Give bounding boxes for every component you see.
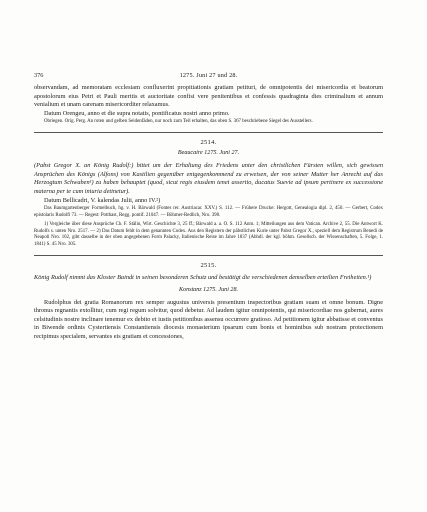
section-divider <box>34 255 383 256</box>
footnotes: 1) Vergleiche über diese Ansprüche Ch. F. Stälin, Wirt. Geschichte 3, 25 ff.; Bärwald a. a. O. S. 112 Anm. 1; Mitteilungen aus dem Vatican. Archive 2, 55. Die Antwort K. Rudolfs s. unten Nro. 2517. — 2) Das Datum fehlt in dem genannten Codex. Aus den Registern der päbstlichen Kurie unter Pabst Gregor X., speziell dem Registrum Benedi de Neapoli Nro. 102, gibt dasselbe in der oben angegebenen Form Palacky, Italienische Reise im Jahre 1837 (Abhdl. der kgl. böhm. Gesellsch. der Wissenschaften, 5. Folge, 1. 1841) S. 45 Nro. 305. <box>34 221 383 248</box>
charter-text: Rudolphus dei gratia Romanorum rex semper augustus universis presentium inspectoribus gratiam suam et omne bonum. Digne thronus regnantis extollitur, cum regi regum solvitur, quod debetur. Ad laudem igitur omnipotentis, qui misericordiae nos gubernat, aures celsitudinis nostre inclinare tenemur ex debito et iustis petitionibus assensu occurrere gratioso. Ad petitionem igitur abbatisse et conventus in Biwende ordinis Cystertiensis Constantiensis diocesis monasterium ipsarum cum bonis et hominibus sub nostram protectionem recipimus specialem, servantes eis gratiam et concessiones, <box>34 298 383 340</box>
place-date: Beaucaire 1275. Juni 27. <box>177 150 240 157</box>
dating-clause: Datum Orengeu, anno et die supra notatis, pontificatus nostri anno primo. <box>44 109 230 117</box>
document-number: 2514. <box>200 139 217 147</box>
regest-text: König Rudolf nimmt das Kloster Baindt in seinen besonderen Schutz und bestätigt die verschiedenen demselben erteilten Freiheiten.¹) <box>34 273 372 281</box>
running-header <box>34 72 383 79</box>
document-number: 2515. <box>200 261 217 269</box>
section-divider <box>34 132 383 133</box>
page-number: 376 <box>34 72 44 79</box>
dating-clause: Datum Bellicadri, V. kalendas Julii, anno IV.²) <box>44 196 161 204</box>
page-body <box>34 84 383 341</box>
charter-text: observandam, ad memoratam ecclesiam confluxerint propitiationis gratiam petituri, de omnipotentis dei misericordia et beatorum apostolorum eius Petri et Pauli meritis et auctoritate confisi vere penitentibus et confessis quadraginta dies criminalium et annum venialium et unam carenam misericorditer relaxamus. <box>34 84 383 109</box>
regest-text: (Pabst Gregor X. an König Rudolf:) bittet um der Erhaltung des Friedens unter den christlichen Fürsten willen, sich gewissen Ansprüchen des Königs (Alfons) von Kastilien gegenüber entgegenkommend zu erweisen, der von seiner Mutter her Anrecht auf das Herzogtum Schwaben¹) zu haben behauptet (quod, sicut regis eiusdem tenet assertio, ducatus Suevie ad ipsum pertinere ex successione materna per te cum iniuria detinetur). <box>34 162 383 195</box>
source-note: Obriegen. Orig. Perg. An roten und gelben Seidenfäden, nur noch zum Teil erhalten, das oben S. 367 beschriebene Siegel des Ausstellers. <box>44 119 313 125</box>
place-date: Konstanz 1275. Juni 28. <box>178 286 239 293</box>
source-note: Das Baumgartenberger Formelbuch, hg. v. H. Bärwald (Fontes rer. Austriacar. XXV.) S. 112. — Frühere Drucke: Hergott, Genealogia dipl. 2, 450. — Gerbert, Codex epistolaris Rudolfi 73. — Regest: Potthast, Regg. pontif. 21047. — Böhmer-Redlich, Nro. 398. <box>34 206 383 218</box>
running-title: 1275. Juni 27 und 28. <box>179 72 238 79</box>
